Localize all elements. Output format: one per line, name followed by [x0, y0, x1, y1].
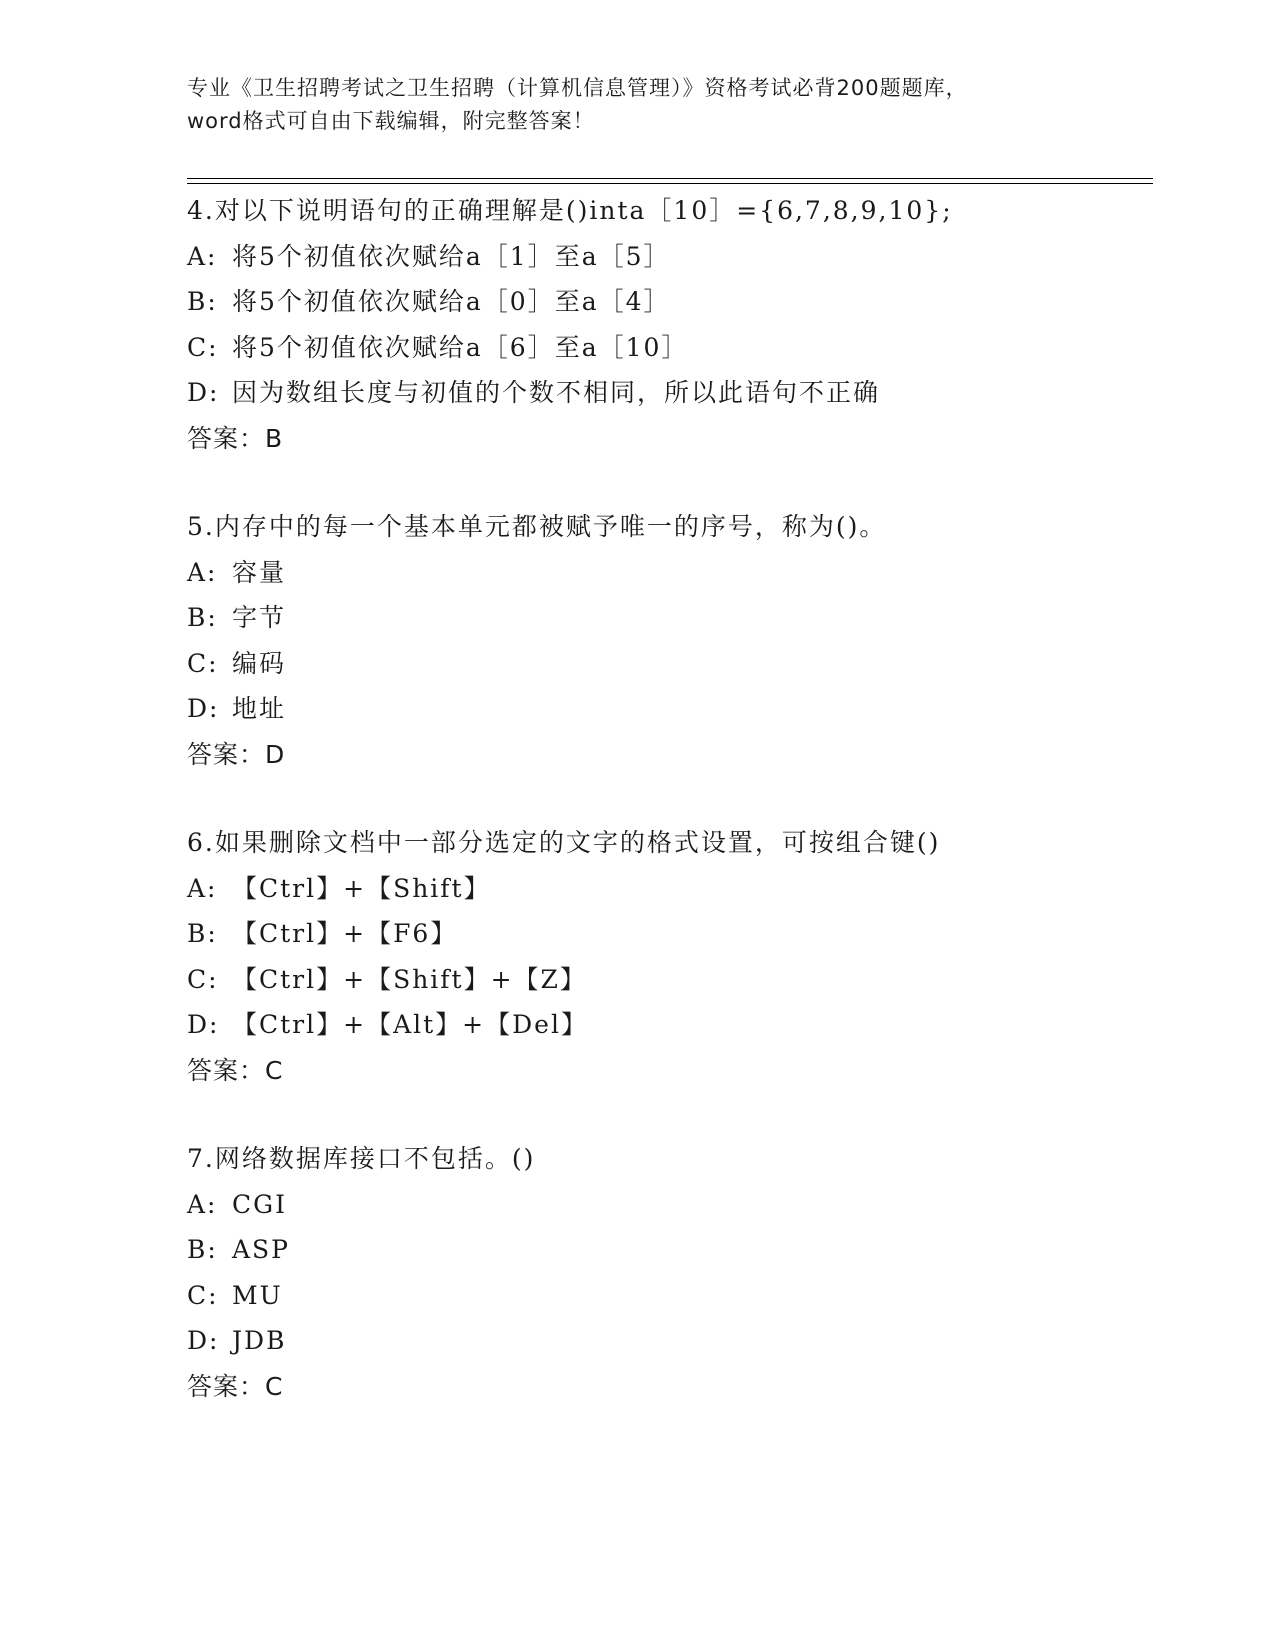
- question-5: [187, 504, 1147, 777]
- option-text: 【Ctrl】+【Shift】: [232, 873, 491, 903]
- option-a: [187, 1182, 1147, 1228]
- option-text: 【Ctrl】+【Alt】+【Del】: [232, 1010, 588, 1039]
- option-b: [187, 1227, 1147, 1273]
- option-key: C:: [187, 964, 219, 994]
- question-stem: 6.如果删除文档中一部分选定的文字的格式设置，可按组合键(): [187, 828, 941, 857]
- question-stem: 4.对以下说明语句的正确理解是()inta［10］={6,7,8,9,10};: [187, 196, 953, 225]
- answer-line: 答案：C: [187, 1055, 284, 1085]
- option-text: JDB: [232, 1326, 287, 1355]
- option-d: [187, 370, 1147, 416]
- option-text: 【Ctrl】+【Shift】+【Z】: [232, 964, 587, 994]
- option-text: 将5个初值依次赋给a［1］至a［5］: [232, 241, 671, 271]
- question-stem: 7.网络数据库接口不包括。(): [187, 1144, 536, 1173]
- header-divider-top: [187, 178, 1153, 179]
- option-text: 字节: [232, 603, 287, 632]
- option-b: [187, 279, 1147, 325]
- option-a: [187, 866, 1147, 912]
- option-key: B:: [187, 603, 218, 632]
- header-line-2: word格式可自由下载编辑，附完整答案！: [187, 109, 595, 133]
- option-c: [187, 325, 1147, 371]
- header-divider-bottom: [187, 183, 1153, 184]
- question-7: [187, 1136, 1147, 1409]
- answer-line: 答案：D: [187, 739, 286, 769]
- option-key: C:: [187, 648, 219, 678]
- answer-line: 答案：B: [187, 423, 284, 453]
- option-text: CGI: [232, 1189, 287, 1219]
- option-key: B:: [187, 1235, 218, 1264]
- option-key: A:: [187, 873, 218, 903]
- option-text: 将5个初值依次赋给a［6］至a［10］: [232, 332, 689, 362]
- question-4: [187, 188, 1147, 461]
- option-text: 【Ctrl】+【F6】: [232, 919, 458, 948]
- option-d: [187, 686, 1147, 732]
- option-b: [187, 911, 1147, 957]
- option-key: D:: [187, 1010, 220, 1039]
- option-key: A:: [187, 241, 218, 271]
- option-key: A:: [187, 1189, 218, 1219]
- option-d: [187, 1002, 1147, 1048]
- option-text: ASP: [232, 1235, 291, 1264]
- option-key: D:: [187, 694, 220, 723]
- answer-line: 答案：C: [187, 1371, 284, 1401]
- option-c: [187, 957, 1147, 1003]
- option-d: [187, 1318, 1147, 1364]
- option-key: C:: [187, 1280, 219, 1310]
- option-text: 地址: [232, 694, 287, 723]
- option-key: B:: [187, 287, 218, 316]
- option-b: [187, 595, 1147, 641]
- option-a: [187, 234, 1147, 280]
- header-line-1: 专业《卫生招聘考试之卫生招聘（计算机信息管理）》资格考试必背200题题库，: [187, 76, 968, 100]
- option-text: 容量: [232, 557, 287, 587]
- option-key: D:: [187, 378, 220, 407]
- option-key: B:: [187, 919, 218, 948]
- option-a: [187, 550, 1147, 596]
- option-key: D:: [187, 1326, 220, 1355]
- option-c: [187, 1273, 1147, 1319]
- option-key: C:: [187, 332, 219, 362]
- option-key: A:: [187, 557, 218, 587]
- document-header: [187, 72, 1087, 138]
- option-c: [187, 641, 1147, 687]
- question-6: [187, 820, 1147, 1093]
- question-stem: 5.内存中的每一个基本单元都被赋予唯一的序号，称为()。: [187, 512, 887, 541]
- option-text: 因为数组长度与初值的个数不相同，所以此语句不正确: [232, 378, 881, 407]
- option-text: MU: [232, 1280, 283, 1310]
- option-text: 将5个初值依次赋给a［0］至a［4］: [232, 287, 671, 316]
- question-list: [187, 188, 1147, 1452]
- option-text: 编码: [232, 648, 287, 678]
